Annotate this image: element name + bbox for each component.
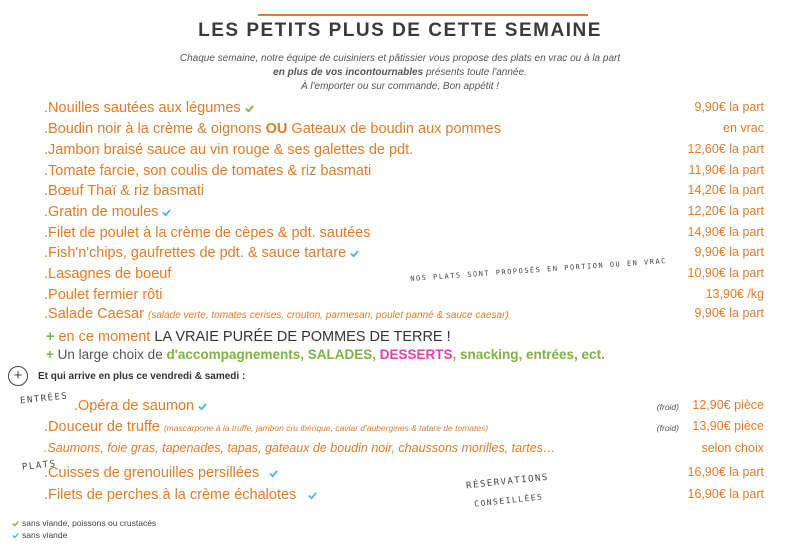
menu-item-2 [44, 142, 764, 162]
intro-rest: présents toute l'année. [423, 67, 527, 78]
dish-price: 16,90€ la part [687, 487, 764, 501]
menu-item-0 [44, 100, 764, 120]
dish-price: 12,90€ pièce [692, 398, 764, 412]
plus-text: Un large choix de [53, 347, 167, 362]
dish-price: 9,90€ la part [694, 245, 764, 259]
dish-name: .Tomate farcie, son coulis de tomates & riz basmati [44, 163, 372, 179]
dish-price: 11,90€ la part [688, 163, 764, 177]
legend-text: sans viande [22, 530, 68, 540]
plus-text: en ce moment [54, 329, 155, 345]
side-note: NOS PLATS SONT PROPOSÉS EN PORTION OU EN VRAC [410, 257, 668, 283]
accompaniments-text: d'accompagnements, SALADES, [166, 347, 380, 362]
legend-item-0 [12, 518, 156, 528]
page-title: LES PETITS PLUS DE CETTE SEMAINE [198, 20, 602, 41]
reservations-line-2: CONSEILLÉES [473, 492, 544, 509]
check-blue-icon [308, 491, 317, 500]
weekend-heading: Et qui arrive en plus ce vendredi & samedi : [38, 371, 246, 382]
dish-price: 14,20€ la part [687, 183, 764, 197]
entrees-label: ENTRÉES [19, 391, 69, 407]
snacking-text: , snacking, entrées, ect. [452, 347, 605, 362]
dish-name: .Gratin de moules [44, 204, 159, 220]
dish-name-rest: Gateaux de boudin aux pommes [287, 121, 502, 137]
menu-item-5 [44, 204, 764, 224]
dish-price: 13,90€ /kg [705, 287, 764, 301]
dish-price: 16,90€ la part [687, 465, 764, 479]
dish-price: en vrac [723, 121, 764, 135]
intro-line-2 [0, 67, 800, 78]
plus-line-choices [46, 347, 605, 362]
dish-price: 9,90€ la part [694, 306, 764, 320]
dish-qualifier: (froid) [656, 423, 679, 433]
dish-name: .Filets de perches à la crème échalotes [44, 487, 297, 503]
weekend-item-1 [44, 419, 764, 439]
check-green-icon [12, 520, 19, 527]
check-blue-icon [198, 402, 207, 411]
intro-line-3: À l'emporter ou sur commande, Bon appétit ! [300, 81, 500, 92]
plus-circle-icon: + [8, 366, 28, 386]
dish-name: .Poulet fermier rôti [44, 287, 163, 303]
check-blue-icon [12, 532, 19, 539]
plus-sign: + [46, 329, 55, 345]
dish-qualifier: (froid) [656, 402, 679, 412]
dish-name: .Boudin noir à la crème & oignons [44, 121, 266, 137]
menu-item-6 [44, 225, 764, 245]
dish-name: .Saumons, foie gras, tapenades, tapas, gateaux de boudin noir, chaussons morilles, tartes… [44, 441, 556, 455]
intro-bold: en plus de vos incontournables [273, 67, 424, 78]
weekend-item-2 [44, 441, 764, 461]
title-rule [258, 14, 588, 16]
menu-item-4 [44, 183, 764, 203]
puree-highlight: LA VRAIE PURÉE DE POMMES DE TERRE ! [154, 329, 451, 345]
dish-name: .Douceur de truffe [44, 419, 160, 435]
weekend-item-3 [44, 465, 764, 485]
dish-name: .Filet de poulet à la crème de cèpes & pdt. sautées [44, 225, 371, 241]
dish-name: .Lasagnes de boeuf [44, 266, 172, 282]
dish-name: .Opéra de saumon [74, 398, 195, 414]
reservations-line-1: RÉSERVATIONS [465, 472, 550, 492]
weekend-item-4 [44, 487, 764, 507]
desserts-text: DESSERTS [379, 347, 453, 362]
check-blue-icon [350, 249, 359, 258]
dish-price: 10,90€ la part [687, 266, 764, 280]
menu-item-10 [44, 306, 764, 326]
check-blue-icon [162, 208, 171, 217]
dish-price: 12,20€ la part [687, 204, 764, 218]
dish-name: .Salade Caesar [44, 306, 144, 322]
menu-item-8 [44, 266, 764, 286]
legend-item-1 [12, 530, 67, 540]
menu-item-1 [44, 121, 764, 141]
dish-price: 9,90€ la part [694, 100, 764, 114]
dish-name: .Cuisses de grenouilles persillées [44, 465, 260, 481]
dish-price: 14,90€ la part [687, 225, 764, 239]
legend-text: sans viande, poissons ou crustacés [22, 518, 157, 528]
dish-name: .Fish'n'chips, gaufrettes de pdt. & sauce tartare [44, 245, 347, 261]
dish-name: .Jambon braisé sauce au vin rouge & ses galettes de pdt. [44, 142, 414, 158]
plus-sign: + [46, 347, 54, 362]
menu-item-9 [44, 287, 764, 307]
dish-price: selon choix [701, 441, 764, 455]
dish-note: (mascarpone à la truffe, jambon cru ibérique, caviar d'aubergines & tatare de tomates) [163, 423, 489, 433]
dish-name: .Nouilles sautées aux légumes [44, 100, 241, 116]
weekend-item-0 [74, 398, 764, 418]
intro-line-1: Chaque semaine, notre équipe de cuisiniers et pâtissier vous propose des plats en vrac ou à la part [179, 53, 621, 64]
dish-or: OU [265, 121, 288, 137]
dish-name: .Bœuf Thaï & riz basmati [44, 183, 205, 199]
dish-price: 13,90€ pièce [692, 419, 764, 433]
menu-item-3 [44, 163, 764, 183]
dish-note: (salade verte, tomates cerises, crouton, parmesan, poulet panné & sauce caesar) [147, 310, 509, 321]
check-green-icon [245, 104, 254, 113]
plus-line-puree [46, 329, 451, 345]
plats-label: PLATS [21, 459, 58, 473]
dish-price: 12,60€ la part [687, 142, 764, 156]
check-blue-icon [269, 469, 278, 478]
